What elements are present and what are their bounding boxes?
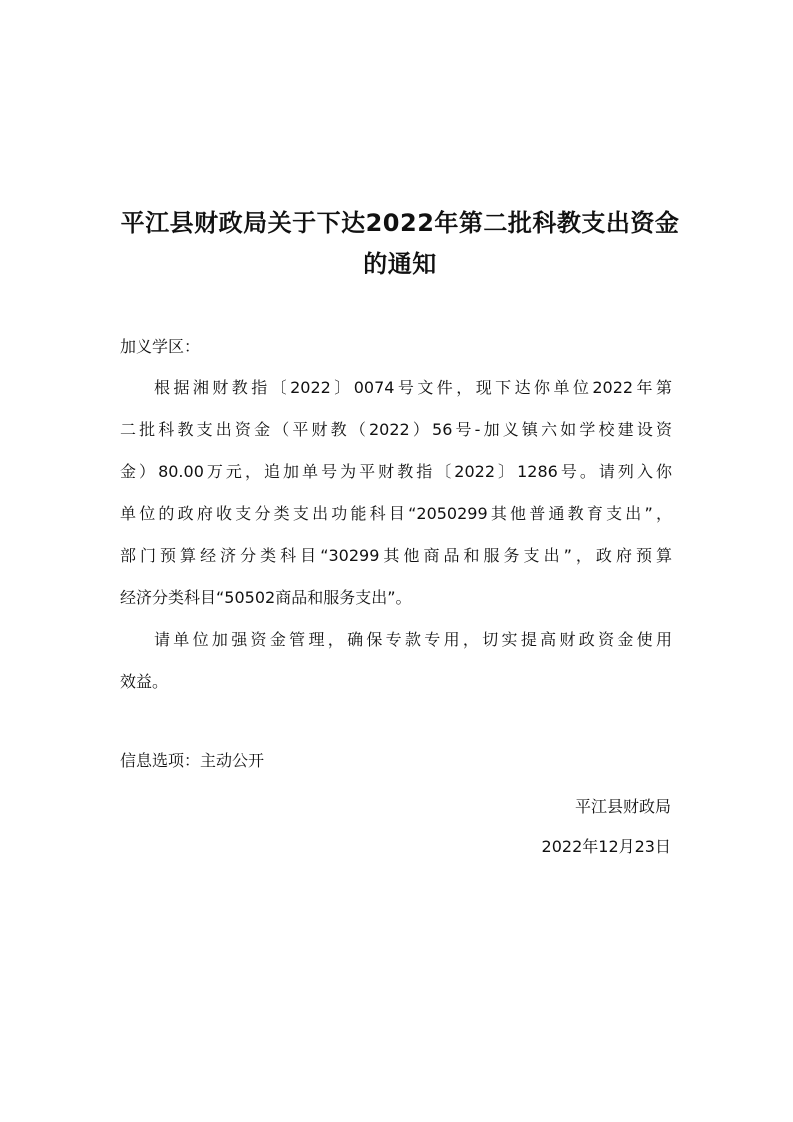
recipient-line: 加义学区： (120, 337, 201, 356)
body-line-3: 金）80.00万元，追加单号为平财教指〔2022〕1286号。请列入你 (120, 462, 672, 481)
disclosure-line: 信息选项：主动公开 (120, 751, 265, 770)
body-line-8: 效益。 (120, 672, 169, 691)
body-line-1: 根据湘财教指〔2022〕0074号文件，现下达你单位2022年第 (154, 378, 672, 397)
body-line-7: 请单位加强资金管理，确保专款专用，切实提高财政资金使用 (154, 630, 672, 649)
issue-date: 2022年12月23日 (541, 837, 671, 856)
document-title-line-1: 平江县财政局关于下达2022年第二批科教支出资金 (120, 209, 680, 237)
document-title-line-2: 的通知 (363, 250, 437, 278)
body-line-6: 经济分类科目“50502商品和服务支出”。 (120, 588, 412, 607)
issuer-signature: 平江县财政局 (574, 797, 671, 816)
body-line-4: 单位的政府收支分类支出功能科目“2050299其他普通教育支出”， (120, 504, 672, 523)
body-line-5: 部门预算经济分类科目“30299其他商品和服务支出”，政府预算 (120, 546, 672, 565)
body-line-2: 二批科教支出资金（平财教（2022）56号-加义镇六如学校建设资 (120, 420, 672, 439)
